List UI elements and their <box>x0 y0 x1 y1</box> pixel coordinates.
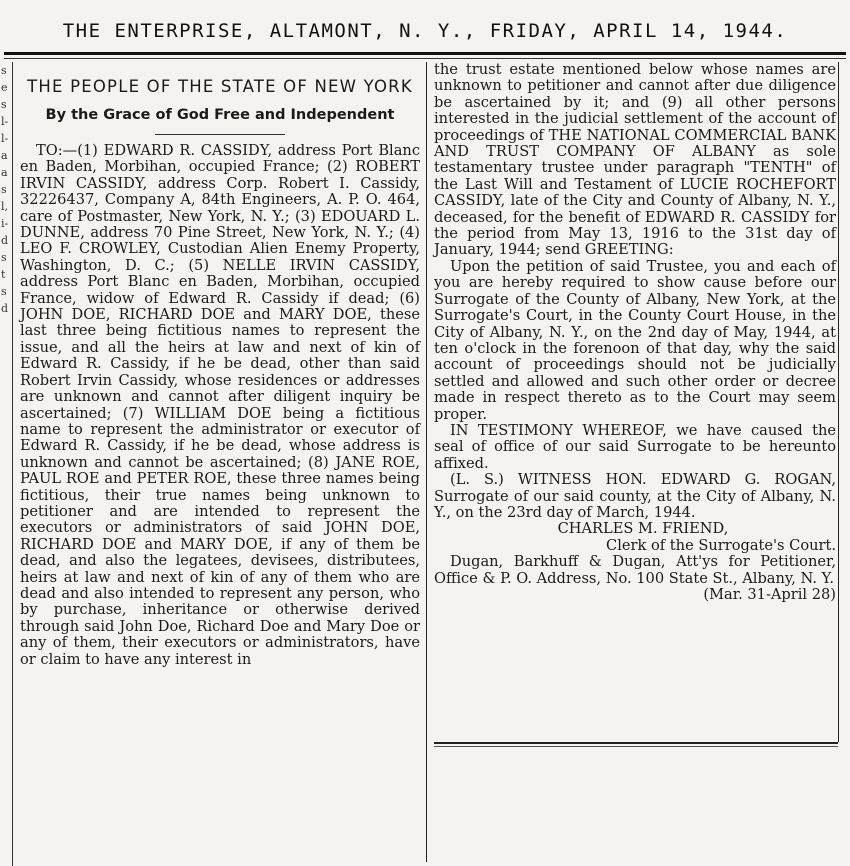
edge-fragment: s <box>1 251 7 264</box>
masthead-rule-thin <box>4 58 846 59</box>
notice-show-cause: Upon the petition of said Trustee, you and each of you are hereby required to show cause before our Surrogate of the County of Albany, New York, at the Surrogate's Court, in the County Court House, in the City of Albany, N. Y., on the 2nd day of May, 1944, at ten o'clock in the forenoon of that day, why the said account of proceedings should not be judicially settled and allowed and such other order or decree made in respect thereto as to the Court may seem proper. <box>434 257 836 423</box>
edge-fragment: l- <box>1 115 9 128</box>
adjacent-column-fragment <box>0 62 13 866</box>
edge-fragment: t <box>1 268 6 281</box>
publication-dates: (Mar. 31-April 28) <box>703 586 836 603</box>
edge-fragment: s <box>1 285 7 298</box>
notice-addressees: TO:—(1) EDWARD R. CASSIDY, address Port Blanc en Baden, Morbihan, occupied France; (2) ROBERT IRVIN CASSIDY, address Corp. Robert I. Cassidy, 32226437, Company A, 84th Engineers, A. P. O. 464, care of Postmaster, New York, N. Y.; (3) EDOUARD L. DUNNE, address 70 Pine Street, New York, N. Y.; (4) LEO F. CROWLEY, Custodian Alien Enemy Property, Washington, D. C.; (5) NELLE IRVIN CASSIDY, address Port Blanc en Baden, Morbihan, occupied France, widow of Edward R. Cassidy if dead; (6) JOHN DOE, RICHARD DOE and MARY DOE, these last three being fictitious names to represent the issue, and all the heirs at law and next of kin of Edward R. Cassidy, if he be dead, other than said Robert Irvin Cassidy, whose residences or addresses are unknown and cannot after diligent inquiry be ascertained; (7) WILLIAM DOE being a fictitious name to represent the administrator or executor of Edward R. Cassidy, if he be dead, whose address is unknown and cannot be ascertained; (8) JANE ROE, PAUL ROE and PETER ROE, these three names being fictitious, their true names being unknown to petitioner and are intended to represent the executors or administrators of said JOHN DOE, RICHARD DOE and MARY DOE, if any of them be dead, and also the legatees, devisees, distributees, heirs at law and next of kin of any of them who are dead and also intended to represent any person, who by purchase, inheritance or otherwise derived through said John Doe, Richard Doe and Mary Doe or any of them, their executors or administrators, have or claim to have any interest in <box>20 142 420 668</box>
edge-fragment: i- <box>1 217 9 230</box>
edge-fragment: s <box>1 183 7 196</box>
edge-fragment: s <box>1 98 7 111</box>
right-column-rule <box>838 62 839 742</box>
legal-notice-column-2 <box>434 62 836 603</box>
legal-notice-column-1 <box>20 62 420 668</box>
edge-fragment: e <box>1 81 8 94</box>
edge-fragment: a <box>1 149 8 162</box>
notice-heading: THE PEOPLE OF THE STATE OF NEW YORK <box>27 77 413 96</box>
notice-continuation: the trust estate mentioned below whose names are unknown to petitioner and cannot after due diligence be ascertained by it; and (9) all other persons interested in the judicial settlement of the account of proceedings of THE NATIONAL COMMERCIAL BANK AND TRUST COMPANY OF ALBANY as sole testamentary trustee under paragraph "TENTH" of the Last Will and Testament of LUCIE ROCHEFORT CASSIDY, late of the City and County of Albany, N. Y., deceased, for the benefit of EDWARD R. CASSIDY for the period from May 13, 1916 to the 31st day of January, 1944; send GREETING: <box>434 61 836 259</box>
edge-fragment: l- <box>1 132 9 145</box>
clerk-title: Clerk of the Surrogate's Court. <box>606 536 836 554</box>
notice-end-rule-thin <box>434 746 838 747</box>
notice-testimony: IN TESTIMONY WHEREOF, we have caused the seal of office of our said Surrogate to be hereunto affixed. <box>434 421 836 472</box>
notice-end-rule <box>434 742 838 744</box>
edge-fragment: d <box>1 234 9 247</box>
clerk-signature: CHARLES M. FRIEND, <box>557 520 729 538</box>
newspaper-masthead: THE ENTERPRISE, ALTAMONT, N. Y., FRIDAY, APRIL 14, 1944. <box>62 20 788 42</box>
edge-fragment: s <box>1 64 7 77</box>
column-divider <box>426 62 427 862</box>
notice-witness: (L. S.) WITNESS HON. EDWARD G. ROGAN, Surrogate of our said county, at the City of Albany, N. Y., on the 23rd day of March, 1944. <box>434 471 836 521</box>
edge-fragment: d <box>1 302 9 315</box>
heading-rule <box>155 134 285 135</box>
masthead-rule <box>4 52 846 55</box>
edge-fragment: a <box>1 166 8 179</box>
edge-fragment: l, <box>1 200 9 213</box>
attorneys-line: Dugan, Barkhuff & Dugan, Att'ys for Petitioner, Office & P. O. Address, No. 100 State St., Albany, N. Y. <box>434 553 836 587</box>
notice-subheading: By the Grace of God Free and Independent <box>45 107 395 123</box>
